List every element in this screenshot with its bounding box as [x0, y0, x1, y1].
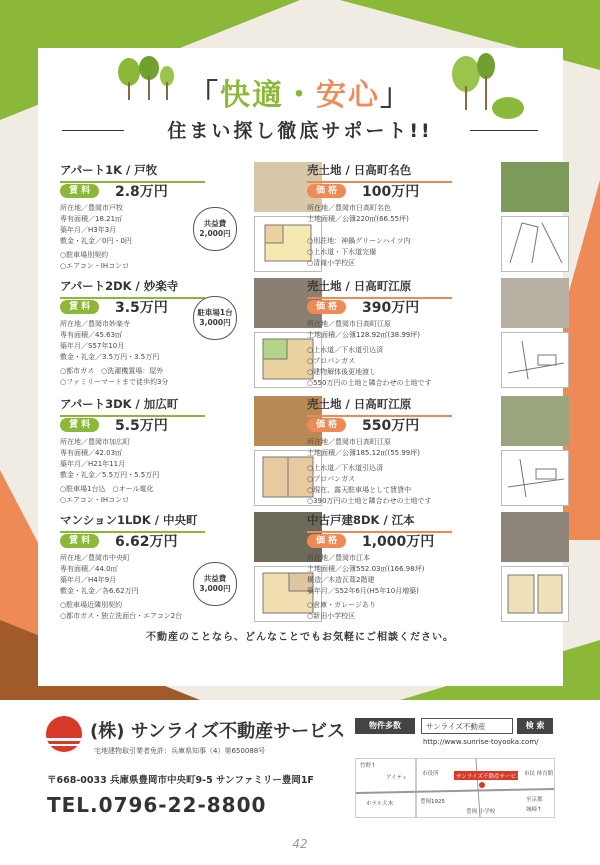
- listing-features: [307, 463, 431, 507]
- listing-price: 550万円: [362, 418, 420, 434]
- listing-features: [60, 366, 168, 388]
- listing-title-text: アパート3DK / 加広町: [60, 397, 179, 411]
- badge-label: 共益費: [203, 219, 227, 228]
- contact-message: 不動産のことなら、どんなことでもお気軽にご相談ください。: [146, 632, 454, 643]
- listing-features: [60, 484, 154, 506]
- feature-line: ○新田小学校区: [307, 612, 356, 620]
- map-label-office: サンライズ不動産サービス: [456, 774, 522, 780]
- search-label: 物件多数: [355, 718, 415, 734]
- page-title: [0, 70, 600, 114]
- fee-badge: [193, 562, 237, 606]
- price-label: 賃 料: [60, 300, 99, 314]
- badge-value: 2,000円: [199, 229, 231, 238]
- map-label: アイティ: [386, 775, 408, 781]
- price-label: 賃 料: [60, 184, 99, 198]
- detail-line: 専有面積／18.21㎡: [60, 215, 123, 223]
- price-label: 価 格: [307, 300, 346, 314]
- listing-card[interactable]: [307, 512, 569, 630]
- listing-card[interactable]: [60, 162, 322, 280]
- listing-title: [307, 162, 452, 183]
- listing-title-text: 売土地 / 日高町名色: [307, 163, 412, 177]
- feature-line: ○エアコン・IHコンロ: [60, 496, 130, 504]
- property-photo: [501, 512, 569, 562]
- feature-line: ○ファミリーマートまで徒歩約3分: [60, 378, 169, 386]
- listing-title-text: 売土地 / 日高町江原: [307, 397, 412, 411]
- feature-line: ○都市ガス ○洗濯機置場：屋外: [60, 367, 164, 375]
- sun-logo-icon: [44, 714, 84, 754]
- listing-price: 100万円: [362, 184, 420, 200]
- detail-line: 所在地／豊岡市日高町江原: [307, 320, 391, 328]
- detail-line: 敷金・礼金／0円・0円: [60, 237, 132, 245]
- search-button[interactable]: 検 索: [517, 718, 553, 734]
- listing-title: [60, 396, 205, 417]
- feature-line: ○駐車場近隣別契約: [60, 601, 123, 609]
- detail-line: 土地面積／公簿220㎡(66.55坪): [307, 215, 409, 223]
- listing-price: 2.8万円: [115, 184, 168, 200]
- detail-line: 土地面積／公簿128.92㎡(38.99坪): [307, 331, 420, 339]
- floor-plan: [501, 566, 569, 622]
- property-photo: [501, 396, 569, 446]
- price-label: 賃 料: [60, 418, 99, 432]
- feature-line: ○現在、露天駐車場として賃貸中: [307, 486, 412, 494]
- detail-line: 築年月／H3年3月: [60, 226, 117, 234]
- parking-badge: [193, 296, 237, 340]
- price-label: 価 格: [307, 418, 346, 432]
- listing-title-text: アパート2DK / 妙楽寺: [60, 279, 179, 293]
- subtitle-rule-right: [470, 130, 538, 131]
- price-label: 賃 料: [60, 534, 99, 548]
- listing-title: [307, 512, 452, 533]
- listing-title-text: マンション1LDK / 中央町: [60, 513, 198, 527]
- feature-line: ○別荘地：神鍋グリーンハイツ内: [307, 237, 411, 245]
- listing-title-text: 売土地 / 日高町江原: [307, 279, 412, 293]
- feature-line: ○上水道／下水道引込済: [307, 464, 384, 472]
- feature-line: ○上水道・下水道完備: [307, 248, 377, 256]
- listing-price: 6.62万円: [115, 534, 178, 550]
- feature-line: ○プロパンガス: [307, 357, 356, 365]
- listing-title: [60, 512, 205, 533]
- site-map: [501, 332, 569, 388]
- feature-line: ○建物解体後更地渡し: [307, 368, 377, 376]
- detail-line: 所在地／豊岡市江本: [307, 554, 370, 562]
- company-name: (株) サンライズ不動産サービス: [90, 721, 346, 742]
- feature-line: ○都市ガス・独立洗面台・エアコン2台: [60, 612, 183, 620]
- listing-card[interactable]: [307, 278, 569, 396]
- detail-line: 専有面積／42.03㎡: [60, 449, 123, 457]
- listing-features: [307, 345, 431, 389]
- detail-line: 土地面積／公簿185.12㎡(55.99坪): [307, 449, 420, 457]
- detail-line: 専有面積／44.0㎡: [60, 565, 118, 573]
- detail-line: 所在地／豊岡市日高町名色: [307, 204, 391, 212]
- listing-price: 390万円: [362, 300, 420, 316]
- listing-features: [60, 250, 129, 272]
- listing-details: [60, 553, 139, 597]
- detail-line: 専有面積／45.63㎡: [60, 331, 123, 339]
- listing-features: [307, 600, 376, 622]
- map-label: 竹野↑: [360, 763, 376, 769]
- listing-title: [307, 278, 452, 299]
- listing-title: [60, 278, 205, 299]
- map-label: 豊岡 小学校: [466, 809, 496, 815]
- detail-line: 敷金・礼金／各6.62万円: [60, 587, 139, 595]
- listing-card[interactable]: [60, 396, 322, 514]
- detail-line: 所在地／豊岡市妙楽寺: [60, 320, 130, 328]
- company-address: 〒668-0033 兵庫県豊岡市中央町9-5 サンファミリー豊岡1F: [47, 775, 314, 786]
- feature-line: ○550万円の土地と隣合わせの土地です: [307, 379, 432, 387]
- map-label: 市民 体育館: [524, 771, 554, 777]
- property-photo: [501, 162, 569, 212]
- price-label: 価 格: [307, 184, 346, 198]
- title-word-comfort: 快適: [220, 78, 284, 113]
- map-label: 豊岡1925: [420, 799, 445, 805]
- site-map: [501, 216, 569, 272]
- listing-details: [60, 437, 159, 481]
- listing-title: [307, 396, 452, 417]
- detail-line: 築年月／H21年11月: [60, 460, 126, 468]
- listing-price: 3.5万円: [115, 300, 168, 316]
- access-map: [355, 758, 555, 818]
- badge-value: 3,000円: [199, 584, 231, 593]
- listing-card[interactable]: [60, 278, 322, 396]
- fee-badge: [193, 207, 237, 251]
- map-label: 市役所: [422, 771, 439, 777]
- listing-card[interactable]: [307, 162, 569, 280]
- listing-title-text: アパート1K / 戸牧: [60, 163, 158, 177]
- detail-line: 築年月／S52年6月(H5年10月増築): [307, 587, 419, 595]
- feature-line: ○倉庫・ガレージあり: [307, 601, 376, 609]
- feature-line: ○清滝小学校区: [307, 259, 356, 267]
- detail-line: 土地面積／公簿552.03㎡(166.98坪): [307, 565, 425, 573]
- listing-card[interactable]: [60, 512, 322, 630]
- price-label: 価 格: [307, 534, 346, 548]
- detail-line: 所在地／豊岡市戸牧: [60, 204, 123, 212]
- listing-details: [307, 553, 424, 597]
- listing-title: [60, 162, 205, 183]
- phone-number[interactable]: TEL.0796-22-8800: [47, 793, 267, 817]
- listing-price: 1,000万円: [362, 534, 435, 550]
- title-word-safety: 安心: [316, 78, 380, 113]
- detail-line: 築年月／S57年10月: [60, 342, 125, 350]
- title-bracket-close: 」: [380, 78, 412, 113]
- title-bracket-open: 「: [188, 78, 220, 113]
- listing-features: [60, 600, 182, 622]
- search-input[interactable]: サンライズ不動産: [421, 718, 513, 734]
- detail-line: 敷金・礼金／3.5万円・3.5万円: [60, 353, 160, 361]
- listing-features: [307, 236, 410, 269]
- property-photo: [501, 278, 569, 328]
- detail-line: 所在地／豊岡市中央町: [60, 554, 130, 562]
- feature-line: ○390万円の土地と隣合わせの土地です: [307, 497, 432, 505]
- map-label: 至京都: [526, 797, 543, 803]
- feature-line: ○駐車場1台込 ○オール電化: [60, 485, 154, 493]
- page-subtitle: 住まい探し徹底サポート!!: [167, 120, 433, 142]
- badge-value: 3,000円: [199, 318, 231, 327]
- listing-details: [307, 437, 420, 459]
- listing-price: 5.5万円: [115, 418, 168, 434]
- listing-details: [60, 203, 132, 247]
- detail-line: 所在地／豊岡市加広町: [60, 438, 130, 446]
- map-label: ホテル大木: [366, 801, 394, 807]
- listing-details: [307, 319, 420, 341]
- feature-line: ○エアコン・IHコンロ: [60, 262, 130, 270]
- detail-line: 築年月／H4年9月: [60, 576, 117, 584]
- listing-details: [60, 319, 159, 363]
- map-label: 城崎↑: [526, 807, 542, 813]
- website-url[interactable]: http://www.sunrise-toyooka.com/: [423, 738, 539, 746]
- listing-details: [307, 203, 409, 225]
- listing-title-text: 中古戸建8DK / 江本: [307, 513, 415, 527]
- detail-line: 敷金・礼金／5.5万円・5.5万円: [60, 471, 160, 479]
- detail-line: 構造／木造瓦葺2階建: [307, 576, 375, 584]
- badge-label: 駐車場1台: [197, 308, 233, 317]
- badge-label: 共益費: [203, 574, 227, 583]
- feature-line: ○プロパンガス: [307, 475, 356, 483]
- page-number: 42: [292, 837, 308, 851]
- detail-line: 所在地／豊岡市日高町江原: [307, 438, 391, 446]
- site-map: [501, 450, 569, 506]
- listing-card[interactable]: [307, 396, 569, 514]
- title-dot: ・: [284, 78, 316, 113]
- feature-line: ○上水道／下水道引込済: [307, 346, 384, 354]
- feature-line: ○駐車場別契約: [60, 251, 109, 259]
- license-number: 宅地建物取引業者免許：兵庫県知事（4）第650088号: [94, 747, 266, 755]
